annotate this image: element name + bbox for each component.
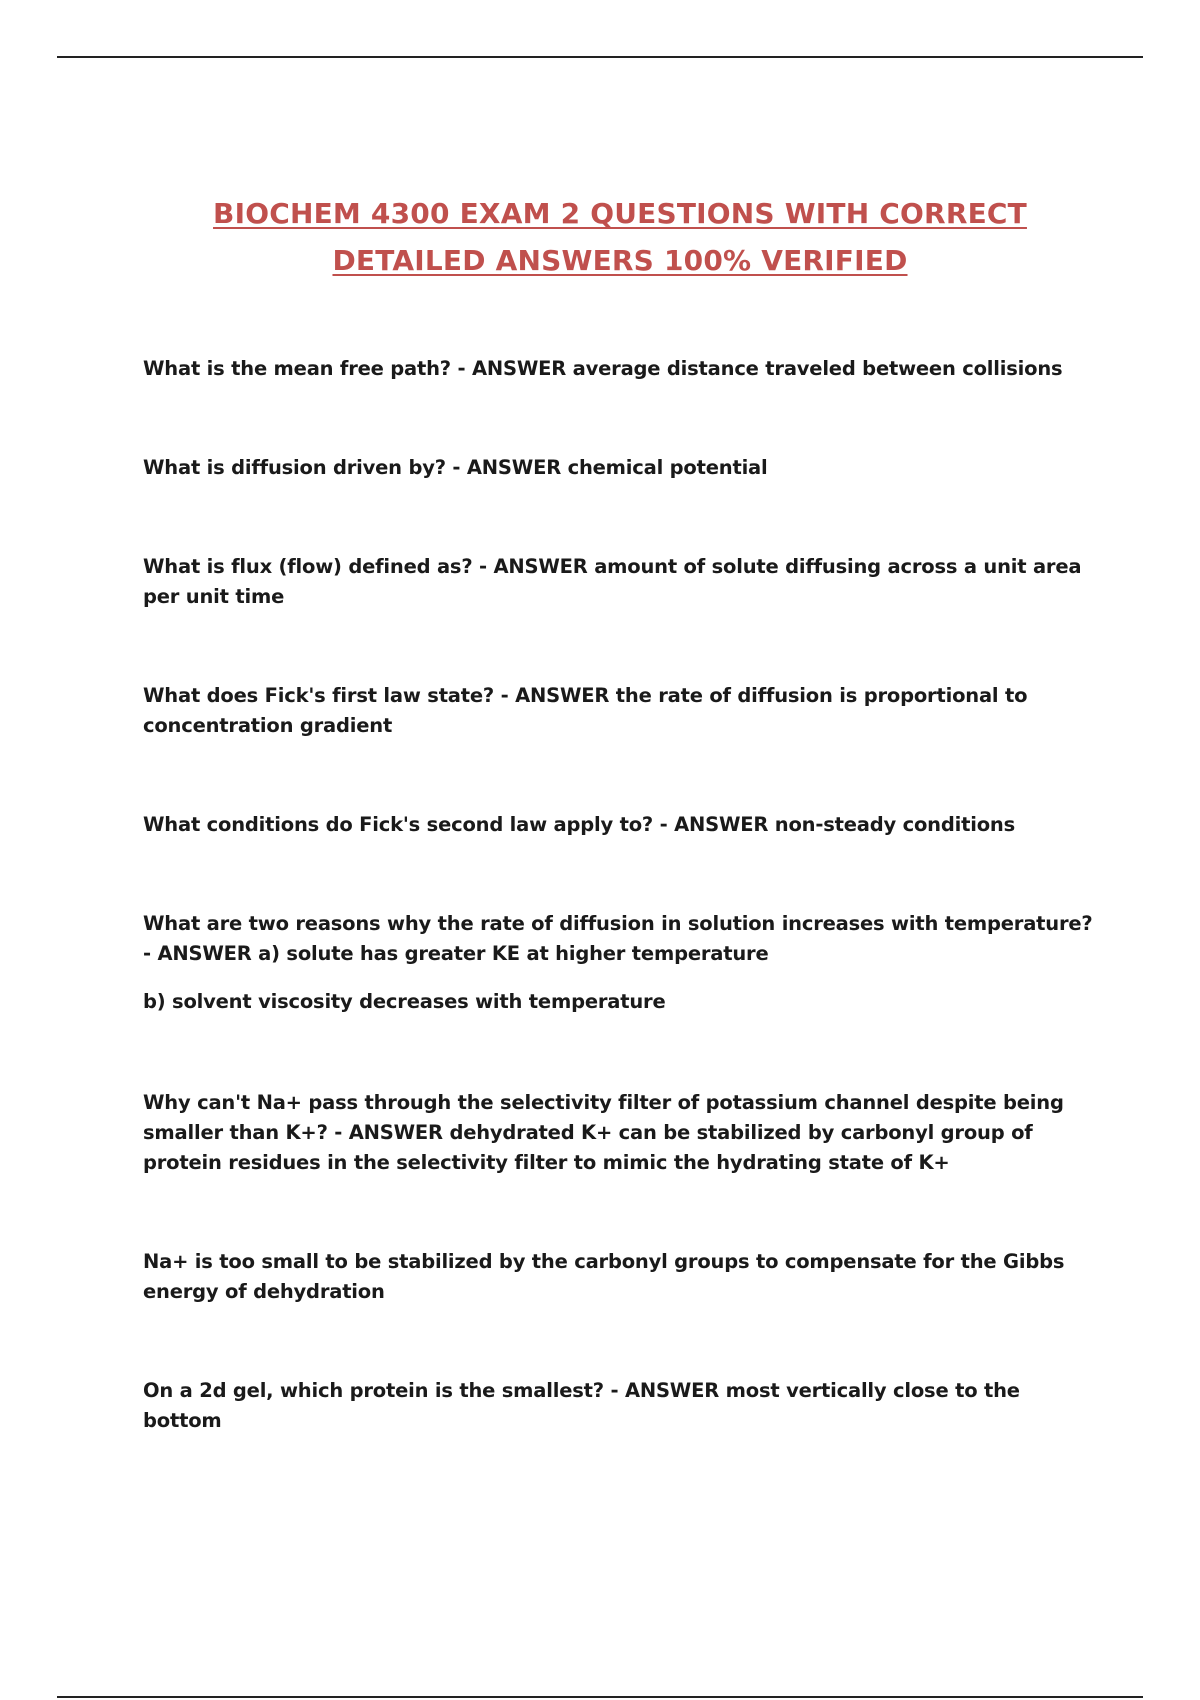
qa-item-3: What is flux (flow) defined as? - ANSWER amount of solute diffusing across a unit area per unit time [143,555,1082,608]
qa-item-1: What is the mean free path? - ANSWER average distance traveled between collisions [143,357,1063,380]
qa-item-7: Why can't Na+ pass through the selectivity filter of potassium channel despite being smaller than K+? - ANSWER dehydrated K+ can be stabilized by carbonyl group of protein residues in the selectivity filter to mimic the hydrating state of K+ [143,1091,1064,1174]
qa-item-6b: b) solvent viscosity decreases with temperature [143,990,666,1013]
title-line-1: BIOCHEM 4300 EXAM 2 QUESTIONS WITH CORRECT [213,197,1027,230]
qa-item-8: Na+ is too small to be stabilized by the carbonyl groups to compensate for the Gibbs energy of dehydration [143,1250,1065,1303]
top-rule [57,56,1143,58]
qa-item-6: What are two reasons why the rate of diffusion in solution increases with temperature? - ANSWER a) solute has greater KE at higher temperature [143,912,1093,965]
title-line-2: DETAILED ANSWERS 100% VERIFIED [332,244,908,277]
qa-item-5: What conditions do Fick's second law apply to? - ANSWER non-steady conditions [143,813,1015,836]
bottom-rule [57,1696,1143,1698]
qa-item-9: On a 2d gel, which protein is the smallest? - ANSWER most vertically close to the bottom [143,1379,1020,1432]
qa-item-2: What is diffusion driven by? - ANSWER chemical potential [143,456,768,479]
document-title [140,190,1100,284]
qa-item-4: What does Fick's first law state? - ANSWER the rate of diffusion is proportional to concentration gradient [143,684,1028,737]
